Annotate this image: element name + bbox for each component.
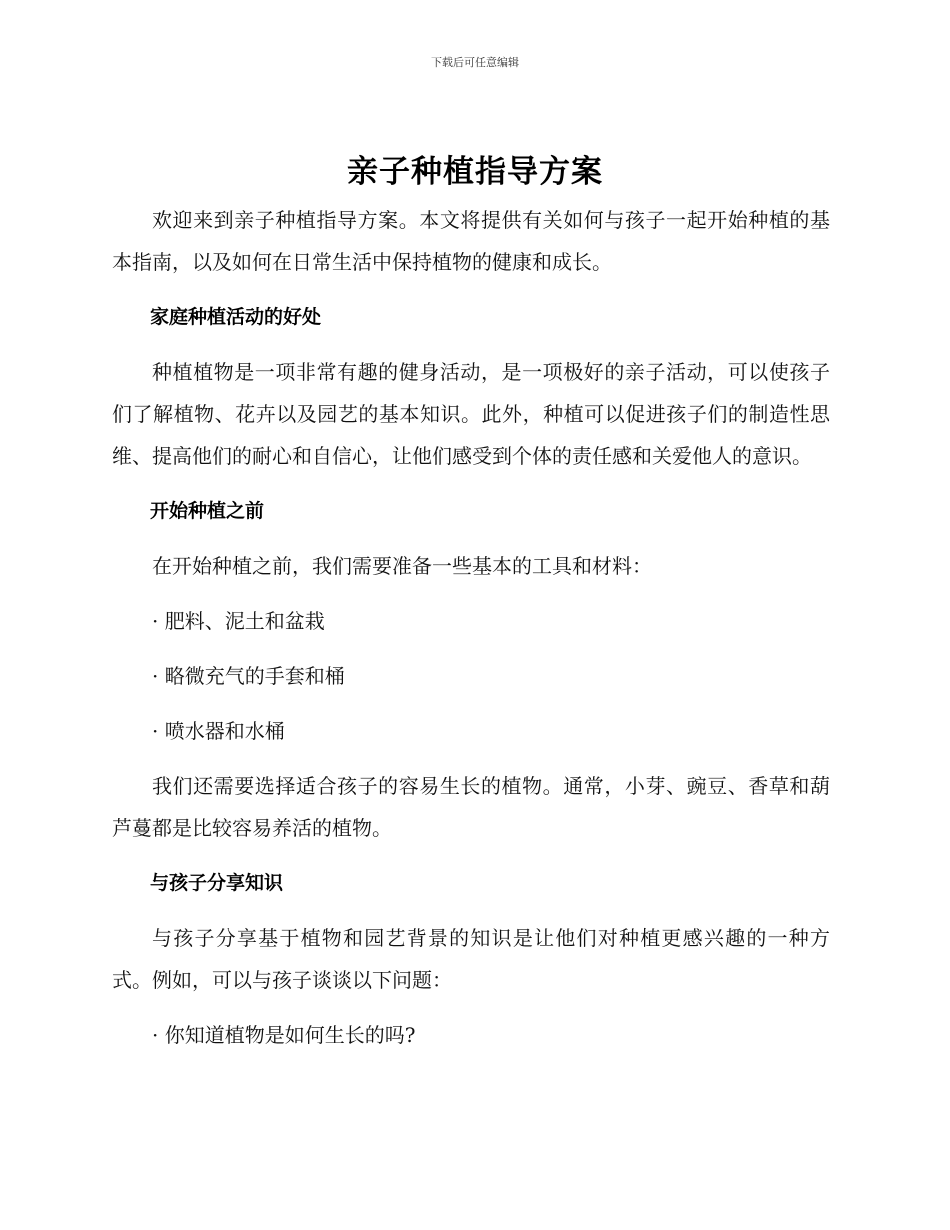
document-body [112, 199, 830, 1056]
section-heading-share-knowledge: 与孩子分享知识 [150, 872, 284, 894]
list-item: · 喷水器和水桶 [152, 719, 285, 743]
header-note: 下载后可任意编辑 [431, 56, 519, 69]
intro-paragraph: 欢迎来到亲子种植指导方案。本文将提供有关如何与孩子一起开始种植的基本指南，以及如何在日常生活中保持植物的健康和成长。 [112, 208, 830, 274]
share-knowledge-paragraph: 与孩子分享基于植物和园艺背景的知识是让他们对种植更感兴趣的一种方式。例如，可以与孩子谈谈以下问题： [112, 926, 830, 992]
list-item: · 肥料、泥土和盆栽 [152, 609, 325, 633]
benefits-paragraph: 种植植物是一项非常有趣的健身活动，是一项极好的亲子活动，可以使孩子们了解植物、花卉以及园艺的基本知识。此外，种植可以促进孩子们的制造性思维、提高他们的耐心和自信心，让他们感受到个体的责任感和关爱他人的意识。 [112, 360, 830, 468]
document-title: 亲子种植指导方案 [347, 154, 603, 190]
list-item: · 略微充气的手套和桶 [152, 664, 345, 688]
plant-choice-paragraph: 我们还需要选择适合孩子的容易生长的植物。通常，小芽、豌豆、香草和葫芦蔓都是比较容易养活的植物。 [112, 774, 830, 840]
before-planting-paragraph: 在开始种植之前，我们需要准备一些基本的工具和材料： [152, 554, 652, 578]
section-heading-benefits: 家庭种植活动的好处 [150, 306, 322, 328]
list-item: · 你知道植物是如何生长的吗? [152, 1023, 416, 1047]
section-heading-before-planting: 开始种植之前 [150, 500, 265, 522]
